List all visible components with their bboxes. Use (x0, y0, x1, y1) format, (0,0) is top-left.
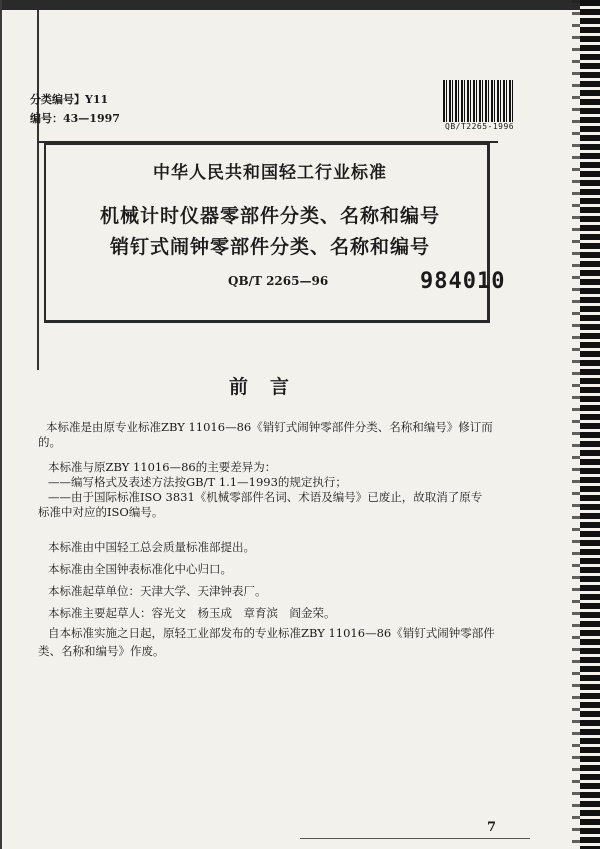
preface-line: 类、名称和编号》作废。 (38, 644, 165, 658)
preface-line: 本标准主要起草人：容光文 杨玉成 章育滨 阎金荣。 (48, 606, 336, 620)
scan-edge-right-shadow (572, 0, 580, 849)
standard-code: QB/T 2265—96 (228, 274, 329, 288)
preface-line: 的。 (38, 435, 61, 449)
preface-paragraph-revision (38, 420, 538, 450)
preface-line: 标准中对应的ISO编号。 (38, 505, 164, 519)
classification-number: 分类编号】Y11 (30, 93, 109, 106)
footer-rule (300, 838, 530, 839)
preface-line: 自本标准实施之日起，原轻工业部发布的专业标准ZBY 11016—86《销钉式闹钟零部件 (48, 626, 495, 640)
scan-edge-right (580, 0, 600, 849)
preface-line: ——由于国际标准ISO 3831《机械零部件名词、术语及编号》已废止，故取消了原专 (48, 490, 483, 504)
preface-line: 本标准由全国钟表标准化中心归口。 (48, 562, 232, 576)
archive-stamp-number: 984010 (420, 269, 506, 294)
issuing-organization: 中华人民共和国轻工行业标准 (153, 163, 387, 183)
standard-title-main: 机械计时仪器零部件分类、名称和编号 (99, 205, 440, 227)
preface-line: 本标准与原ZBY 11016—86的主要差异为： (48, 460, 277, 474)
preface-line: 本标准由中国轻工总会质量标准部提出。 (48, 540, 255, 554)
scan-edge-top (0, 0, 600, 10)
page-number: 7 (487, 820, 497, 835)
binding-line (37, 10, 39, 370)
scan-edge-left (0, 0, 2, 849)
preface-paragraph-differences (38, 460, 538, 520)
barcode-image (443, 80, 513, 122)
record-number: 编号：43—1997 (30, 112, 120, 125)
preface-line: ——编写格式及表述方法按GB/T 1.1—1993的规定执行； (48, 475, 347, 489)
preface-line: 本标准起草单位：天津大学、天津钟表厂。 (48, 584, 267, 598)
barcode-text: QB/T2265-1996 (445, 122, 515, 131)
standard-title-sub: 销钉式闹钟零部件分类、名称和编号 (109, 236, 430, 258)
preface-heading: 前言 (228, 376, 311, 398)
preface-line: 本标准是由原专业标准ZBY 11016—86《销钉式闹钟零部件分类、名称和编号》修订而 (46, 420, 493, 434)
preface-paragraph-credits (38, 536, 538, 660)
